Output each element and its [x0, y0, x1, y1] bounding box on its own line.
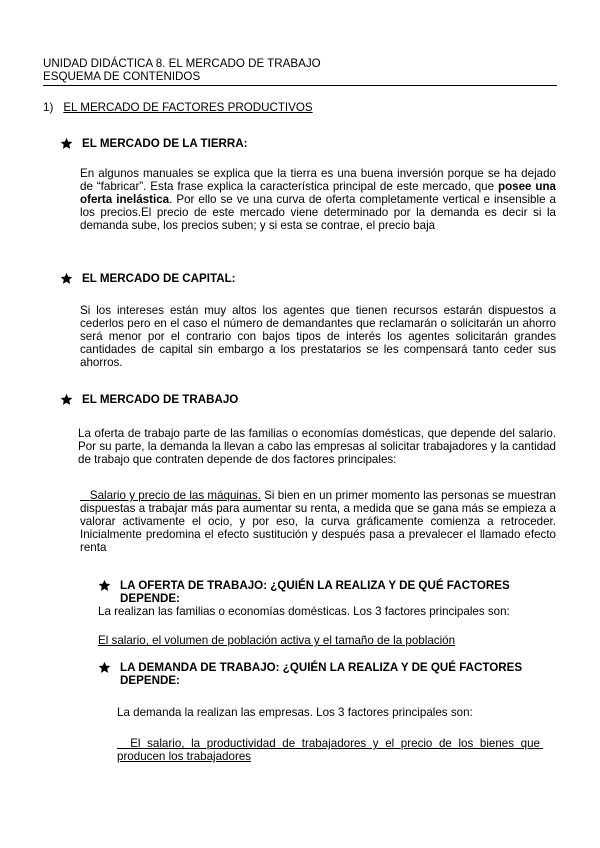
header-unit-title: UNIDAD DIDÁCTICA 8. EL MERCADO DE TRABAJO: [43, 57, 321, 70]
star-bullet-icon: [60, 393, 76, 406]
demanda-factors: El salario, la productividad de trabajadores y el precio de los bienes que producen los trabajadores: [117, 737, 544, 763]
heading-oferta: [98, 579, 538, 605]
tierra-text-bold: posee una oferta inelástica: [80, 180, 557, 206]
paragraph-trabajo-1: La oferta de trabajo parte de las familias o economías domésticas, que depende del salario. Por su parte, la demanda la llevan a cabo las empresas al solicitar trabajadores y la cantidad de trabajo que contraten depende de dos factores principales:: [78, 427, 556, 466]
tierra-text-b: . Por ello se ve una curva de oferta completamente vertical e insensible a los precios.El precio de este mercado viene determinado por la demanda es decir si la demanda sube, los precios suben; y si esta se contrae, el precio baja: [80, 193, 556, 232]
paragraph-tierra: [80, 167, 556, 232]
heading-trabajo: [60, 393, 238, 406]
oferta-text: La realizan las familias o economías domésticas. Los 3 factores principales son:: [98, 605, 510, 618]
paragraph-capital: Si los intereses están muy altos los agentes que tienen recursos estarán dispuestos a cederlos pero en el caso el número de demandantes que reclamarán o solicitarán un ahorro será menor por el contrario con bajos tipos de interés los agentes solicitarán grandes cantidades de capital sin embargo a los prestatarios se les compensará tanto ceder sus ahorros.: [80, 304, 556, 369]
heading-demanda: [98, 661, 538, 687]
header-subtitle: ESQUEMA DE CONTENIDOS: [43, 70, 201, 83]
paragraph-trabajo-2: [80, 489, 560, 554]
demanda-text: La demanda la realizan las empresas. Los 3 factores principales son:: [117, 706, 473, 719]
heading-tierra-text: EL MERCADO DE LA TIERRA:: [82, 137, 248, 150]
heading-trabajo-text: EL MERCADO DE TRABAJO: [82, 393, 239, 406]
section-number: 1): [43, 101, 54, 114]
document-header: [43, 57, 556, 83]
heading-capital: [60, 272, 236, 285]
heading-capital-text: EL MERCADO DE CAPITAL:: [82, 272, 236, 285]
heading-oferta-text: LA OFERTA DE TRABAJO: ¿QUIÉN LA REALIZA Y DE QUÉ FACTORES DEPENDE:: [120, 579, 510, 605]
trabajo-text-rest: Si bien en un primer momento las personas se muestran dispuestas a trabajar más para aumentar su renta, a medida que se gana más se empieza a valorar activamente el ocio, y por eso, la curva gráficamente comienza a retroceder. Inicialmente predomina el efecto sustitución y después pasa a prevalecer el llamado efecto renta: [80, 489, 560, 554]
section-title-text: EL MERCADO DE FACTORES PRODUCTIVOS: [63, 101, 313, 114]
oferta-factors: El salario, el volumen de población activa y el tamaño de la población: [98, 634, 456, 647]
trabajo-factors-underlined: Salario y precio de las máquinas.: [80, 489, 261, 502]
heading-tierra: [60, 137, 248, 150]
star-bullet-icon: [98, 579, 114, 592]
header-divider: [43, 85, 557, 86]
star-bullet-icon: [60, 137, 76, 150]
heading-demanda-text: LA DEMANDA DE TRABAJO: ¿QUIÉN LA REALIZA Y DE QUÉ FACTORES DEPENDE:: [120, 661, 523, 687]
star-bullet-icon: [60, 272, 76, 285]
tierra-text-a: En algunos manuales se explica que la tierra es una buena inversión porque se ha dejado de “fabricar”. Esta frase explica la característica principal de este mercado, que: [80, 167, 556, 193]
section-1-title: [43, 101, 313, 114]
star-bullet-icon: [98, 661, 114, 674]
